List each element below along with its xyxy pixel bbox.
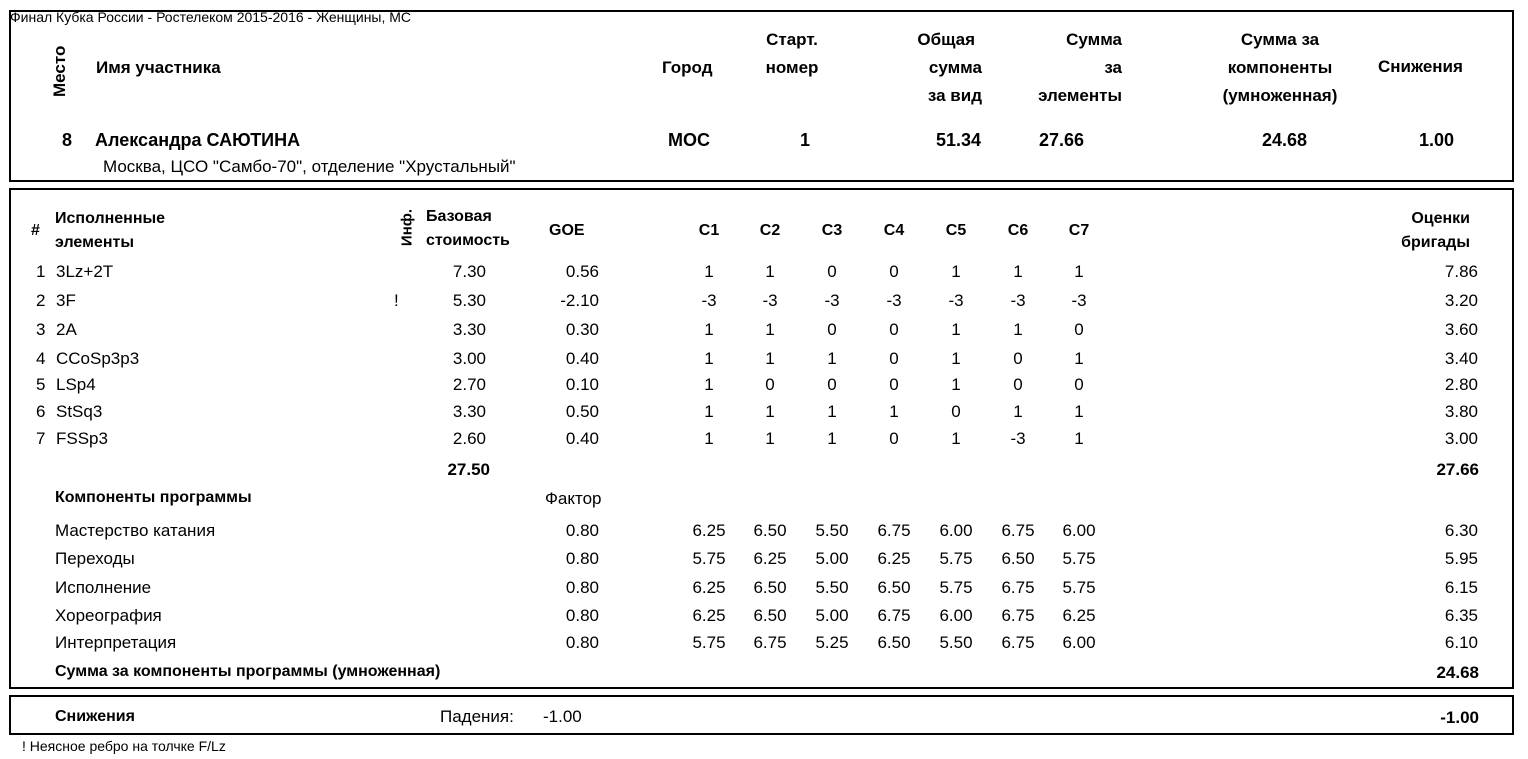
element-row-judge-score: 0 <box>827 320 837 339</box>
component-row-judge-score: 6.75 <box>753 633 787 652</box>
header-components-line3: (умноженная) <box>1222 86 1338 105</box>
skater-club: Москва, ЦСО "Самбо-70", отделение "Хрустальный" <box>103 157 516 176</box>
element-row-judge-score: 1 <box>765 349 775 368</box>
element-row-judge-score: 1 <box>951 349 961 368</box>
element-row-judge-score: 0 <box>827 375 837 394</box>
element-row-judge-score: -3 <box>886 291 902 310</box>
element-row-code: FSSp3 <box>56 429 108 448</box>
element-row-judge-score: 1 <box>1074 402 1084 421</box>
element-row-num: 4 <box>36 349 46 368</box>
element-row-judge-score: -3 <box>1071 291 1087 310</box>
element-row-goe: 0.10 <box>565 375 599 394</box>
component-row-judge-score: 6.00 <box>939 606 973 625</box>
component-row-judge-score: 6.25 <box>692 606 726 625</box>
element-row-judge-score: 1 <box>704 429 714 448</box>
element-row-judge-score: 1 <box>827 402 837 421</box>
header-components <box>1190 26 1370 110</box>
element-row-goe: 0.30 <box>565 320 599 339</box>
falls-label: Падения: <box>440 707 514 726</box>
element-row-code: LSp4 <box>56 375 96 394</box>
header-start-line2: номер <box>765 58 819 77</box>
el-header-score <box>1370 207 1470 255</box>
component-row-judge-score: 6.25 <box>692 521 726 540</box>
components-factor-label: Фактор <box>545 489 602 508</box>
element-row-panel-score: 7.86 <box>1444 262 1478 281</box>
component-row-factor: 0.80 <box>565 521 599 540</box>
judge-header-3: C3 <box>821 222 843 239</box>
element-row-judge-score: 1 <box>765 262 775 281</box>
skater-city: МОС <box>668 130 710 150</box>
component-row-name: Интерпретация <box>55 633 177 652</box>
component-row-judge-score: 6.50 <box>877 633 911 652</box>
element-row-judge-score: 1 <box>1013 262 1023 281</box>
element-row-code: 3Lz+2T <box>56 262 114 281</box>
el-header-base-line1: Базовая <box>426 208 492 225</box>
skater-place: 8 <box>62 130 73 150</box>
component-row-judge-score: 6.75 <box>1001 606 1035 625</box>
component-row-judge-score: 6.75 <box>877 521 911 540</box>
header-total <box>880 26 982 110</box>
header-components-line2: компоненты <box>1227 58 1333 77</box>
el-header-name <box>55 207 165 255</box>
el-header-goe: GOE <box>549 222 585 239</box>
element-row-base: 2.60 <box>452 429 486 448</box>
el-header-name-line1: Исполненные <box>55 210 166 227</box>
component-row-judge-score: 6.00 <box>939 521 973 540</box>
element-row-judge-score: 1 <box>1013 402 1023 421</box>
component-row-judge-score: 6.25 <box>1062 606 1096 625</box>
element-row-judge-score: 1 <box>1074 349 1084 368</box>
element-row-judge-score: 0 <box>1013 349 1023 368</box>
element-row-judge-score: 1 <box>827 429 837 448</box>
element-row-judge-score: -3 <box>824 291 840 310</box>
footnote: ! Неясное ребро на толчке F/Lz <box>22 738 226 754</box>
element-row-goe: 0.40 <box>565 429 599 448</box>
header-total-line3: за вид <box>927 86 982 105</box>
component-row-judge-score: 5.75 <box>692 549 726 568</box>
element-row-judge-score: 1 <box>827 349 837 368</box>
element-row-judge-score: 1 <box>1074 429 1084 448</box>
element-row-num: 1 <box>36 262 46 281</box>
component-row-panel-score: 6.10 <box>1444 633 1478 652</box>
element-row-info: ! <box>394 291 399 310</box>
judge-header-2: C2 <box>759 222 781 239</box>
element-row-panel-score: 3.80 <box>1444 402 1478 421</box>
element-row-judge-score: 0 <box>889 349 899 368</box>
component-row-judge-score: 5.00 <box>815 606 849 625</box>
element-row-num: 7 <box>36 429 46 448</box>
component-row-judge-score: 6.50 <box>753 578 787 597</box>
header-place: Место <box>50 45 69 97</box>
element-row-goe: 0.40 <box>565 349 599 368</box>
element-row-judge-score: 1 <box>1013 320 1023 339</box>
element-row-code: 3F <box>56 291 76 310</box>
header-start-line1: Старт. <box>766 30 818 49</box>
element-row-base: 2.70 <box>452 375 486 394</box>
judge-header-1: C1 <box>698 222 720 239</box>
header-name: Имя участника <box>96 58 221 77</box>
element-row-base: 3.00 <box>452 349 486 368</box>
component-row-judge-score: 5.50 <box>815 578 849 597</box>
element-row-judge-score: 1 <box>704 262 714 281</box>
component-row-factor: 0.80 <box>565 578 599 597</box>
component-row-judge-score: 5.75 <box>939 578 973 597</box>
el-header-base <box>426 205 510 253</box>
element-row-judge-score: -3 <box>701 291 717 310</box>
element-row-judge-score: 0 <box>1074 375 1084 394</box>
component-row-judge-score: 5.00 <box>815 549 849 568</box>
element-row-code: CCoSp3p3 <box>56 349 140 368</box>
header-elements <box>1010 26 1122 110</box>
component-row-judge-score: 5.75 <box>939 549 973 568</box>
judge-header-7: C7 <box>1068 222 1090 239</box>
element-row-base: 3.30 <box>452 320 486 339</box>
component-row-panel-score: 6.35 <box>1444 606 1478 625</box>
component-row-judge-score: 6.00 <box>1062 633 1096 652</box>
element-row-judge-score: 1 <box>951 375 961 394</box>
component-row-judge-score: 6.50 <box>753 521 787 540</box>
element-row-base: 7.30 <box>452 262 486 281</box>
element-row-judge-score: 1 <box>765 320 775 339</box>
skater-deductions: 1.00 <box>1418 130 1454 150</box>
element-row-num: 6 <box>36 402 46 421</box>
header-start <box>752 26 832 82</box>
element-row-panel-score: 2.80 <box>1444 375 1478 394</box>
component-row-name: Мастерство катания <box>55 521 216 540</box>
components-title: Компоненты программы <box>55 489 252 506</box>
element-row-base: 5.30 <box>452 291 486 310</box>
judge-header-4: C4 <box>883 222 905 239</box>
el-header-score-line1: Оценки <box>1411 210 1470 227</box>
judge-header-6: C6 <box>1007 222 1029 239</box>
component-row-judge-score: 6.25 <box>692 578 726 597</box>
component-row-name: Хореография <box>55 606 162 625</box>
element-row-judge-score: 1 <box>951 429 961 448</box>
component-row-judge-score: 6.25 <box>877 549 911 568</box>
falls-value: -1.00 <box>543 707 582 726</box>
component-row-judge-score: 6.50 <box>877 578 911 597</box>
element-row-num: 2 <box>36 291 46 310</box>
element-row-judge-score: 1 <box>704 349 714 368</box>
component-row-judge-score: 6.75 <box>1001 633 1035 652</box>
element-row-judge-score: 1 <box>704 402 714 421</box>
component-row-judge-score: 5.75 <box>1062 549 1096 568</box>
deductions-label: Снижения <box>55 708 135 725</box>
element-row-panel-score: 3.00 <box>1444 429 1478 448</box>
header-elements-line3: элементы <box>1038 86 1122 105</box>
component-row-judge-score: 6.25 <box>753 549 787 568</box>
element-row-goe: -2.10 <box>560 291 599 310</box>
component-row-judge-score: 5.75 <box>692 633 726 652</box>
judge-header-5: C5 <box>945 222 967 239</box>
skater-start: 1 <box>799 130 810 150</box>
element-row-goe: 0.50 <box>565 402 599 421</box>
element-row-judge-score: 0 <box>889 375 899 394</box>
el-header-name-line2: элементы <box>55 234 134 251</box>
element-row-judge-score: 1 <box>704 320 714 339</box>
element-row-code: 2A <box>56 320 77 339</box>
element-row-judge-score: 1 <box>889 402 899 421</box>
element-row-panel-score: 3.40 <box>1444 349 1478 368</box>
element-row-judge-score: 1 <box>765 402 775 421</box>
el-header-num: # <box>31 222 40 239</box>
page-title: Финал Кубка России - Ростелеком 2015-2016 - Женщины, МС <box>10 9 412 25</box>
element-row-judge-score: 0 <box>1074 320 1084 339</box>
element-row-judge-score: -3 <box>762 291 778 310</box>
element-row-judge-score: 0 <box>889 429 899 448</box>
header-deductions: Снижения <box>1378 57 1463 76</box>
element-row-judge-score: 0 <box>889 320 899 339</box>
header-city: Город <box>662 58 713 77</box>
element-row-judge-score: 1 <box>951 262 961 281</box>
components-total-label: Сумма за компоненты программы (умноженная) <box>55 663 441 680</box>
header-components-line1: Сумма за <box>1240 30 1320 49</box>
el-header-base-line2: стоимость <box>426 232 510 249</box>
components-total-score: 24.68 <box>1436 663 1479 682</box>
header-elements-line1: Сумма <box>1066 30 1122 49</box>
element-row-judge-score: 0 <box>951 402 961 421</box>
component-row-name: Исполнение <box>55 578 152 597</box>
component-row-name: Переходы <box>55 549 135 568</box>
element-row-judge-score: -3 <box>1010 429 1026 448</box>
element-row-judge-score: 1 <box>704 375 714 394</box>
component-row-judge-score: 6.50 <box>1001 549 1035 568</box>
component-row-judge-score: 6.00 <box>1062 521 1096 540</box>
el-header-info: Инф. <box>398 208 416 247</box>
header-total-line1: Общая <box>917 30 975 49</box>
elements-score-total: 27.66 <box>1436 460 1479 479</box>
component-row-factor: 0.80 <box>565 606 599 625</box>
skater-total: 51.34 <box>935 130 981 150</box>
skater-elements-score: 27.66 <box>1038 130 1084 150</box>
element-row-judge-score: 0 <box>765 375 775 394</box>
el-header-score-line2: бригады <box>1401 234 1470 251</box>
element-row-base: 3.30 <box>452 402 486 421</box>
component-row-panel-score: 5.95 <box>1444 549 1478 568</box>
element-row-judge-score: 1 <box>1074 262 1084 281</box>
component-row-judge-score: 5.25 <box>815 633 849 652</box>
component-row-panel-score: 6.30 <box>1444 521 1478 540</box>
elements-base-total: 27.50 <box>447 460 490 479</box>
element-row-judge-score: -3 <box>1010 291 1026 310</box>
element-row-panel-score: 3.20 <box>1444 291 1478 310</box>
element-row-judge-score: 0 <box>1013 375 1023 394</box>
element-row-judge-score: 0 <box>827 262 837 281</box>
component-row-judge-score: 6.50 <box>753 606 787 625</box>
component-row-panel-score: 6.15 <box>1444 578 1478 597</box>
element-row-goe: 0.56 <box>565 262 599 281</box>
component-row-factor: 0.80 <box>565 633 599 652</box>
element-row-judge-score: 1 <box>765 429 775 448</box>
component-row-judge-score: 5.50 <box>939 633 973 652</box>
header-total-line2: сумма <box>928 58 982 77</box>
element-row-judge-score: 1 <box>951 320 961 339</box>
element-row-judge-score: -3 <box>948 291 964 310</box>
component-row-judge-score: 5.75 <box>1062 578 1096 597</box>
header-elements-line2: за <box>1104 58 1122 77</box>
deductions-total: -1.00 <box>1440 708 1479 727</box>
element-row-panel-score: 3.60 <box>1444 320 1478 339</box>
component-row-judge-score: 6.75 <box>1001 521 1035 540</box>
element-row-judge-score: 0 <box>889 262 899 281</box>
deductions-box <box>9 695 1514 735</box>
element-row-num: 3 <box>36 320 46 339</box>
component-row-factor: 0.80 <box>565 549 599 568</box>
skater-components-score: 24.68 <box>1261 130 1307 150</box>
component-row-judge-score: 6.75 <box>1001 578 1035 597</box>
element-row-num: 5 <box>36 375 46 394</box>
skater-name: Александра САЮТИНА <box>95 130 301 150</box>
element-row-code: StSq3 <box>56 402 103 421</box>
component-row-judge-score: 5.50 <box>815 521 849 540</box>
component-row-judge-score: 6.75 <box>877 606 911 625</box>
